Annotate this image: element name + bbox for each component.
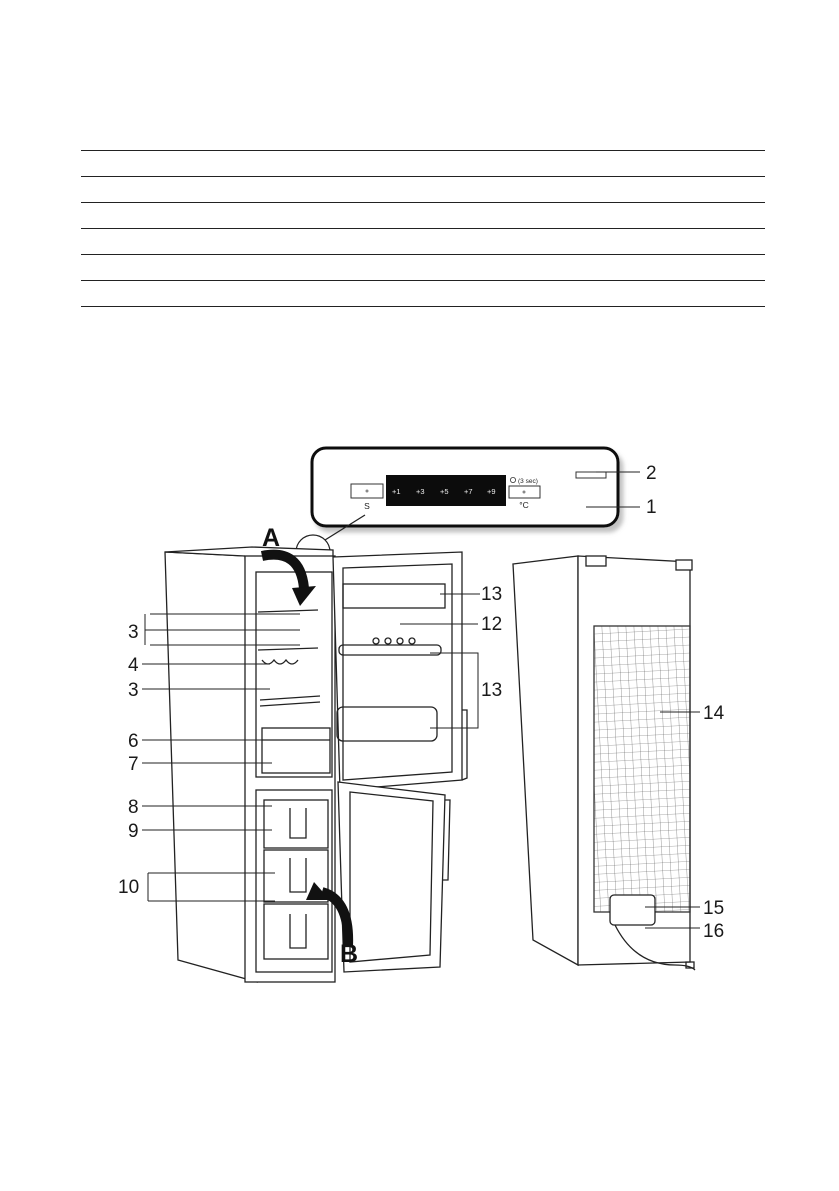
callout-1: 1 — [646, 497, 657, 518]
panel-sensor — [576, 472, 606, 478]
callout-13a: 13 — [481, 584, 503, 605]
button-dot-icon — [523, 491, 526, 494]
button-c-label: °C — [519, 500, 529, 510]
callout-16: 16 — [703, 921, 725, 942]
temp-label-4: +7 — [464, 487, 473, 496]
marker-a: A — [262, 524, 281, 552]
callout-6: 6 — [128, 731, 139, 752]
callout-3b: 3 — [128, 680, 139, 701]
callout-14: 14 — [703, 703, 725, 724]
button-s-label: S — [364, 501, 370, 511]
button-dot-icon — [366, 490, 369, 493]
marker-b: B — [340, 940, 359, 968]
control-panel — [312, 448, 618, 526]
fridge-front — [165, 547, 695, 982]
timer-label: (3 sec) — [518, 478, 538, 485]
callout-9: 9 — [128, 821, 139, 842]
callout-4: 4 — [128, 655, 139, 676]
temp-label-2: +3 — [416, 487, 425, 496]
callout-2: 2 — [646, 463, 657, 484]
callout-12: 12 — [481, 614, 503, 635]
temp-label-5: +9 — [487, 487, 496, 496]
callout-3a: 3 — [128, 622, 139, 643]
callout-8: 8 — [128, 797, 139, 818]
temp-label-3: +5 — [440, 487, 449, 496]
callout-7: 7 — [128, 754, 139, 775]
callout-15: 15 — [703, 898, 725, 919]
callout-13b: 13 — [481, 680, 503, 701]
temp-label-1: +1 — [392, 487, 401, 496]
callout-10: 10 — [118, 877, 140, 898]
